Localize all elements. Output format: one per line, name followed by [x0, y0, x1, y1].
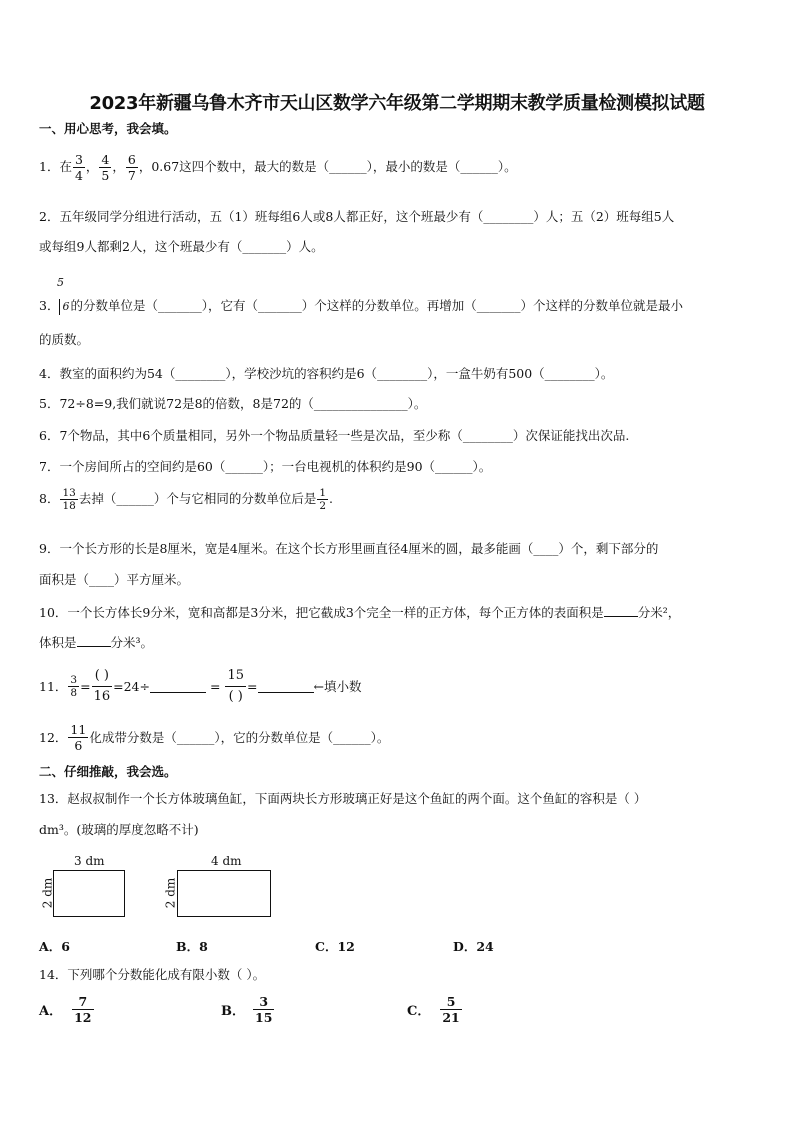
question-7: 7．一个房间所占的空间约是60（______）；一台电视机的体积约是90（______）。 [39, 459, 492, 474]
q13-option-d[interactable]: D．24 [453, 939, 494, 954]
rect-1-width-label: 3 dm [74, 854, 105, 868]
question-9-line-2: 面积是（____）平方厘米。 [39, 572, 190, 587]
question-10-line-1: 10．一个长方体长9分米，宽和高都是3分米，把它截成3个完全一样的正方体，每个正方体的表面积是 分米²， [39, 605, 681, 620]
q3-fraction-denominator: 6 [59, 299, 70, 315]
fraction-15-blank: $\frac{15}{( )}$ [225, 666, 246, 707]
question-13-line-2: dm³。(玻璃的厚度忽略不计) [39, 822, 199, 837]
answer-blank[interactable] [258, 680, 314, 693]
question-8: 8． $\frac{13}{18}$ 去掉（______）个与它相同的分数单位后是 $\frac{1}{2}$ . [39, 487, 334, 512]
question-11: 11． $\frac{3}{8}$ = $\frac{( )}{16}$ =24÷ = $\frac{15}{( )}$ = ←填小数 [39, 666, 361, 707]
q3-fraction-numerator: 5 [57, 276, 64, 289]
answer-blank[interactable] [604, 604, 638, 617]
question-10-line-2: 体积是 分米³。 [39, 635, 154, 650]
fraction-3-15: $\frac{3}{15}$ [255, 994, 273, 1025]
question-2-line-1: 2．五年级同学分组进行活动，五（1）班每组6人或8人都正好，这个班最少有（________）人；五（2）班每组5人 [39, 209, 675, 224]
question-5: 5．72÷8=9,我们就说72是8的倍数，8是72的（_______________）。 [39, 396, 427, 411]
fraction-blank-16: $\frac{( )}{16}$ [92, 666, 113, 707]
fraction-6-7: $\frac{6}{7}$ [127, 152, 136, 183]
q14-option-b[interactable]: B． $\frac{3}{15}$ [221, 994, 273, 1025]
section-1-heading: 一、用心思考，我会填。 [39, 121, 177, 136]
q14-option-c[interactable]: C． $\frac{5}{21}$ [407, 994, 460, 1025]
rect-2-height-label: 2 dm [163, 877, 178, 909]
fraction-4-5: $\frac{4}{5}$ [101, 152, 110, 183]
question-6: 6．7个物品，其中6个质量相同，另外一个物品质量轻一些是次品，至少称（________）次保证能找出次品. [39, 428, 630, 443]
q14-option-a[interactable]: A． $\frac{7}{12}$ [39, 994, 92, 1025]
question-4: 4．教室的面积约为54（________），学校沙坑的容积约是6（________），一盒牛奶有500（________）。 [39, 366, 614, 381]
question-9-line-1: 9．一个长方形的长是8厘米，宽是4厘米。在这个长方形里画直径4厘米的圆，最多能画（____）个，剩下部分的 [39, 541, 659, 556]
question-3-line-1: 3． 6的分数单位是（_______），它有（_______）个这样的分数单位。再增加（_______）个这样的分数单位就是最小 [39, 298, 683, 313]
q1-text: ，0.67这四个数中，最大的数是（______），最小的数是（______）。 [138, 159, 517, 174]
q1-prefix: 1．在 [39, 159, 72, 174]
rect-1-height-label: 2 dm [40, 877, 55, 909]
question-2-line-2: 或每组9人都剩2人，这个班最少有（_______）人。 [39, 239, 324, 254]
question-1: 1．在 $\frac{3}{4}$ ， $\frac{4}{5}$ ， $\frac{6}{7}$ ，0.67这四个数中，最大的数是（______），最小的数是（______）。 [39, 152, 517, 183]
question-3-line-2: 的质数。 [39, 332, 90, 347]
question-14: 14．下列哪个分数能化成有限小数（ ）。 [39, 967, 266, 982]
answer-blank[interactable] [77, 634, 111, 647]
fraction-1-2: $\frac{1}{2}$ [319, 487, 327, 512]
question-13-line-1: 13．赵叔叔制作一个长方体玻璃鱼缸，下面两块长方形玻璃正好是这个鱼缸的两个面。这个鱼缸的容积是（ ） [39, 791, 647, 806]
page-title: 2023年新疆乌鲁木齐市天山区数学六年级第二学期期末教学质量检测模拟试题 [89, 93, 705, 114]
q13-option-c[interactable]: C．12 [315, 939, 355, 954]
fraction-3-8: $\frac{3}{8}$ [70, 674, 78, 699]
fraction-11-6: $\frac{11}{6}$ [70, 722, 87, 753]
fraction-13-18: $\frac{13}{18}$ [62, 487, 76, 512]
fraction-5-21: $\frac{5}{21}$ [442, 994, 460, 1025]
glass-panel-3x2 [53, 870, 125, 917]
fraction-7-12: $\frac{7}{12}$ [74, 994, 92, 1025]
answer-blank[interactable] [150, 680, 206, 693]
q13-option-a[interactable]: A．6 [39, 939, 70, 954]
q13-option-b[interactable]: B．8 [176, 939, 208, 954]
fraction-3-4: $\frac{3}{4}$ [74, 152, 83, 183]
glass-panel-4x2 [177, 870, 271, 917]
section-2-heading: 二、仔细推敲，我会选。 [39, 764, 177, 779]
question-12: 12． $\frac{11}{6}$ 化成带分数是（______），它的分数单位是（______）。 [39, 722, 390, 753]
rect-2-width-label: 4 dm [211, 854, 242, 868]
